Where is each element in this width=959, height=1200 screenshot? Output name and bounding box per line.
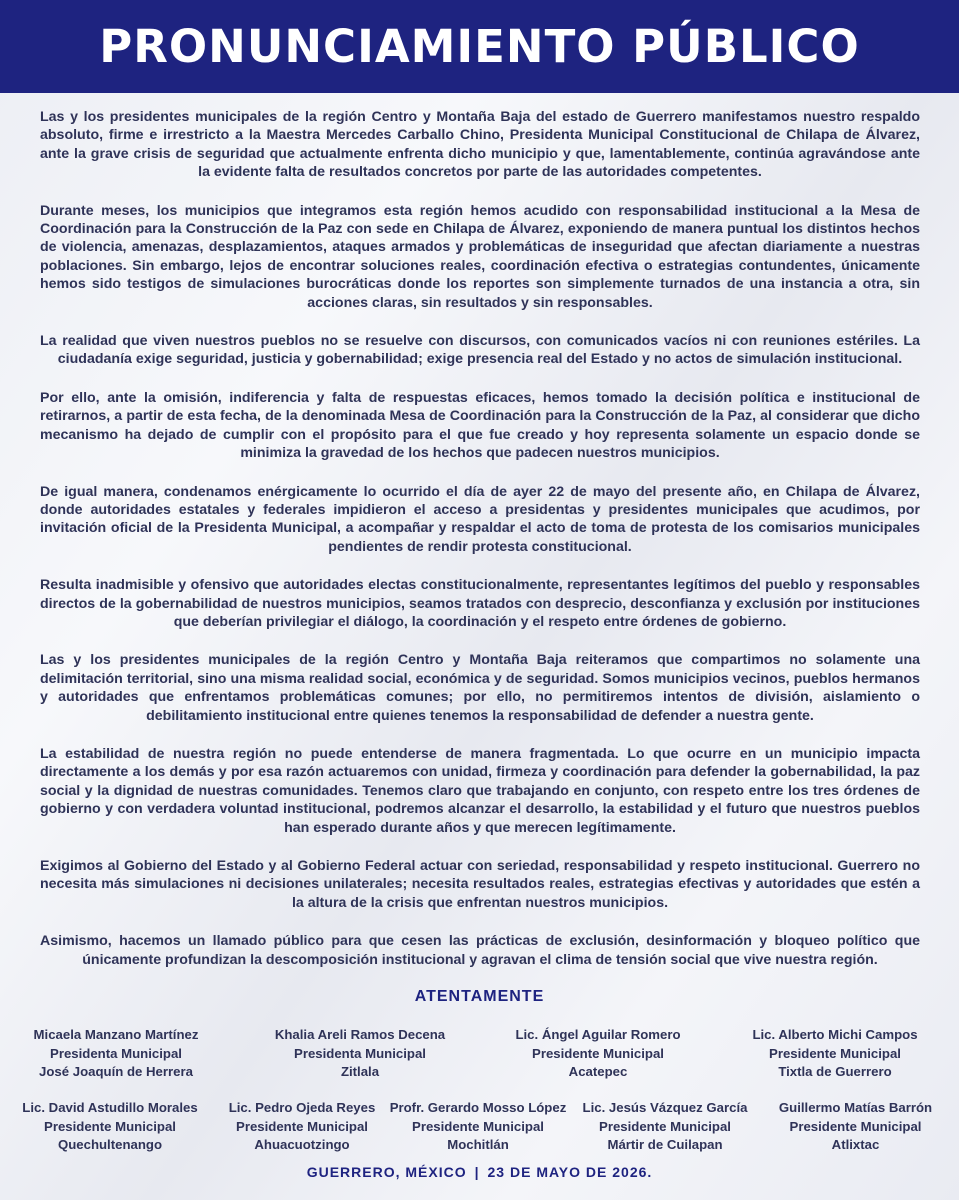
header-banner xyxy=(0,0,959,93)
paragraph: La realidad que viven nuestros pueblos no se resuelve con discursos, con comunicados vacíos ni con reuniones estériles. La ciudadanía exige seguridad, justicia y gobernabilidad; exige presencia real del Estado y no actos de simulación institucional. xyxy=(40,333,920,368)
paragraph: De igual manera, condenamos enérgicamente lo ocurrido el día de ayer 22 de mayo del presente año, en Chilapa de Álvarez, donde autoridades estatales y federales impidieron el acceso a presidentas y presidentes municipales que acudimos, por invitación oficial de la Presidenta Municipal, a acompañar y respaldar el acto de toma de protesta de los comisarios municipales pendientes de rendir protesta constitucional. xyxy=(40,483,920,555)
signatory-municipality: Mártir de Cuilapan xyxy=(607,1137,723,1152)
signatory-name: Lic. Pedro Ojeda Reyes xyxy=(228,1100,376,1115)
signatory-name: Profr. Gerardo Mosso López xyxy=(389,1100,567,1115)
footer-place: GUERRERO, MÉXICO xyxy=(306,1164,467,1180)
signatory xyxy=(725,1026,945,1082)
signatory xyxy=(488,1026,708,1082)
signatory-role: Presidente Municipal xyxy=(769,1045,901,1061)
signatory-role: Presidente Municipal xyxy=(532,1045,664,1061)
signatory-name: Micaela Manzano Martínez xyxy=(33,1027,199,1042)
signatory-municipality: Tixtla de Guerrero xyxy=(778,1064,892,1079)
paragraph: Las y los presidentes municipales de la región Centro y Montaña Baja reiteramos que compartimos no solamente una delimitación territorial, sino una misma realidad social, económica y de seguridad. Somos municipios vecinos, pueblos hermanos y autoridades que enfrentamos problemáticas comunes; por ello, no permitiremos intentos de división, aislamiento o debilitamiento institucional entre quienes tenemos la responsabilidad de defender a nuestra gente. xyxy=(40,652,920,724)
signatory-name: Lic. Ángel Aguilar Romero xyxy=(515,1027,681,1042)
signatory xyxy=(6,1026,226,1082)
signatory-role: Presidente Municipal xyxy=(789,1118,922,1134)
signatory xyxy=(570,1099,760,1155)
closing-title: ATENTAMENTE xyxy=(414,988,545,1005)
signatory xyxy=(5,1099,215,1155)
paragraph: Exigimos al Gobierno del Estado y al Gobierno Federal actuar con seriedad, responsabilidad y respeto institucional. Guerrero no necesita más simulaciones ni decisiones unilaterales; necesita resultados reales, estrategias efectivas y autoridades que estén a la altura de la crisis que enfrentan nuestros municipios. xyxy=(40,858,920,911)
paragraph: La estabilidad de nuestra región no puede entenderse de manera fragmentada. Lo que ocurre en un municipio impacta directamente a los demás y por esa razón actuaremos con unidad, firmeza y coordinación para defender la gobernabilidad, la paz social y la dignidad de nuestras comunidades. Tenemos claro que trabajando en conjunto, con respeto entre los tres órdenes de gobierno y con verdadera voluntad institucional, podremos alcanzar el desarrollo, la estabilidad y el futuro que nuestros pueblos han esperado durante años y que merecen legítimamente. xyxy=(40,745,920,836)
signatory-name: Lic. Alberto Michi Campos xyxy=(752,1027,918,1042)
signatory xyxy=(383,1099,573,1155)
paragraph: Asimismo, hacemos un llamado público para que cesen las prácticas de exclusión, desinformación y bloqueo político que únicamente profundizan la descomposición institucional y agravan el clima de tensión social que vive nuestra región. xyxy=(40,933,920,968)
page-title: PRONUNCIAMIENTO PÚBLICO xyxy=(99,20,860,73)
signatory-role: Presidente Municipal xyxy=(599,1118,731,1134)
signatory-name: Lic. David Astudillo Morales xyxy=(22,1100,198,1115)
footer-separator: | xyxy=(474,1164,480,1180)
signatory xyxy=(207,1099,397,1155)
footer-dateline xyxy=(0,1164,959,1180)
paragraph: Durante meses, los municipios que integramos esta región hemos acudido con responsabilidad institucional a la Mesa de Coordinación para la Construcción de la Paz con sede en Chilapa de Álvarez, exponiendo de manera puntual los distintos hechos de violencia, amenazas, desplazamientos, ataques armados y problemáticas de inseguridad que afectan diariamente a nuestras poblaciones. Sin embargo, lejos de encontrar soluciones reales, coordinación efectiva o estrategias contundentes, únicamente hemos sido testigos de simulaciones burocráticas donde los reportes son simplemente turnados de una instancia a otra, sin acciones claras, sin resultados y sin responsables. xyxy=(40,202,920,311)
signatory-municipality: Acatepec xyxy=(568,1064,628,1079)
signatory-municipality: Atlixtac xyxy=(831,1137,880,1152)
signatory-role: Presidente Municipal xyxy=(412,1118,544,1134)
signatory-municipality: Zitlala xyxy=(340,1064,380,1079)
footer-date: 23 DE MAYO DE 2026. xyxy=(487,1164,653,1180)
signatory-municipality: Mochitlán xyxy=(447,1137,509,1152)
signatory-role: Presidenta Municipal xyxy=(294,1045,426,1061)
paragraph: Por ello, ante la omisión, indiferencia y falta de respuestas eficaces, hemos tomado la decisión política e institucional de retirarnos, a partir de esta fecha, de la denominada Mesa de Coordinación para la Construcción de la Paz, al considerar que dicho mecanismo ha dejado de cumplir con el propósito para el que fue creado y hoy representa solamente un espacio donde se minimiza la gravedad de los hechos que padecen nuestros municipios. xyxy=(40,389,920,462)
paragraph: Las y los presidentes municipales de la región Centro y Montaña Baja del estado de Guerrero manifestamos nuestro respaldo absoluto, firme e irrestricto a la Maestra Mercedes Carballo Chino, Presidenta Municipal Constitucional de Chilapa de Álvarez, ante la grave crisis de seguridad que actualmente enfrenta dicho municipio y que, lamentablemente, continúa agravándose ante la evidente falta de resultados concretos por parte de las autoridades competentes. xyxy=(40,109,920,181)
signatory-name: Guillermo Matías Barrón xyxy=(778,1100,933,1115)
signatory-name: Khalia Areli Ramos Decena xyxy=(274,1027,446,1042)
statement-body xyxy=(40,108,920,989)
signatory-role: Presidente Municipal xyxy=(44,1118,176,1134)
signatory-municipality: José Joaquín de Herrera xyxy=(39,1064,193,1079)
paragraph: Resulta inadmisible y ofensivo que autoridades electas constitucionalmente, representantes legítimos del pueblo y responsables directos de la gobernabilidad de nuestros municipios, seamos tratados con desprecio, desconfianza y exclusión por instituciones que deberían privilegiar el diálogo, la coordinación y el respeto entre órdenes de gobierno. xyxy=(40,577,920,630)
signatory xyxy=(250,1026,470,1082)
signatory xyxy=(758,1099,953,1155)
signatory-municipality: Quechultenango xyxy=(57,1137,163,1152)
signatory-role: Presidenta Municipal xyxy=(50,1045,182,1061)
signatory-role: Presidente Municipal xyxy=(236,1118,368,1134)
signatory-municipality: Ahuacuotzingo xyxy=(254,1137,350,1152)
signatory-name: Lic. Jesús Vázquez García xyxy=(582,1100,748,1115)
